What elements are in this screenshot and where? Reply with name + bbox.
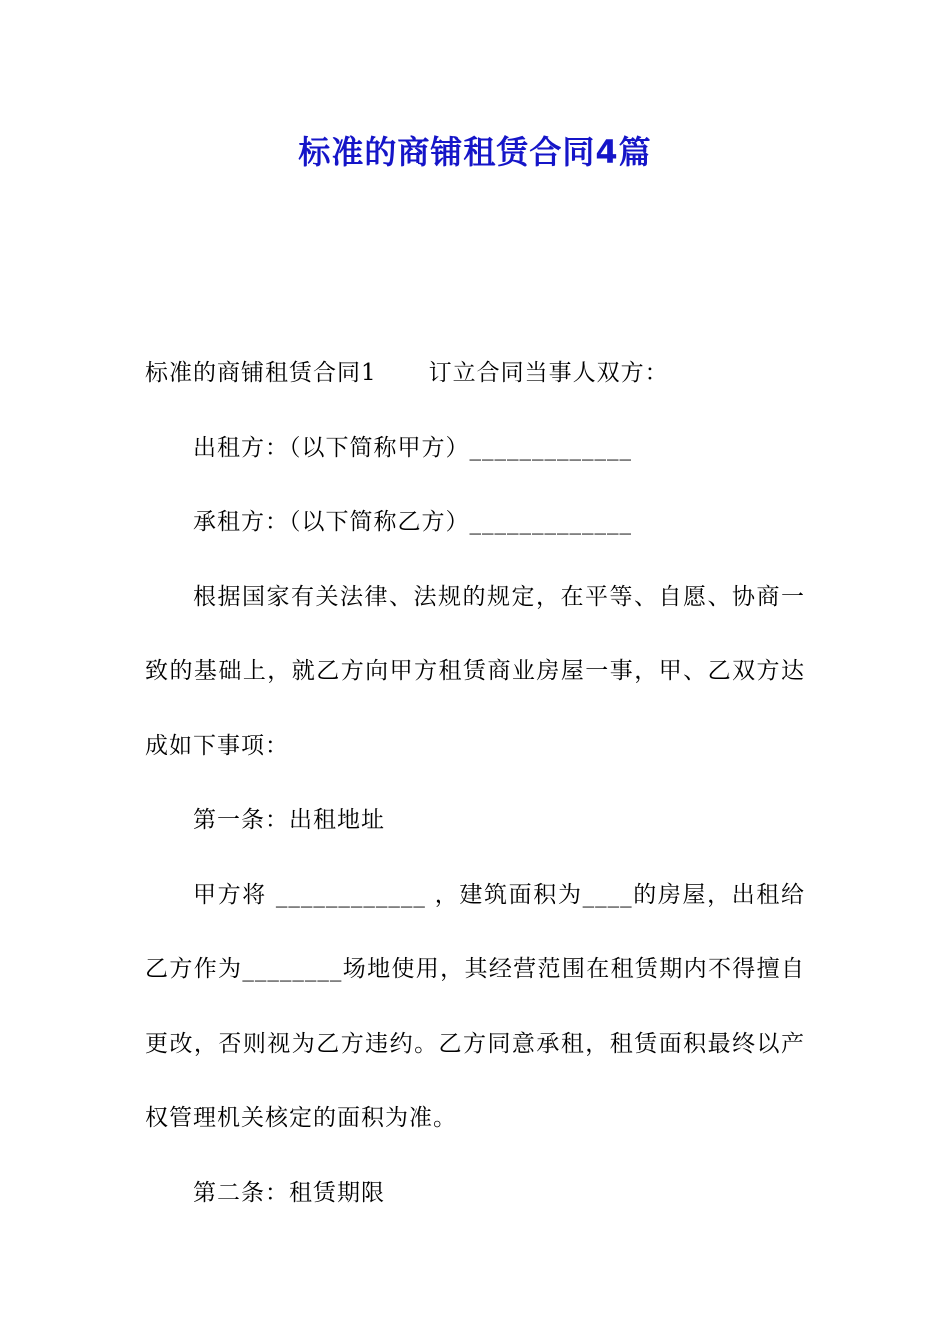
article1-line-4: 权管理机关核定的面积为准。	[145, 1105, 457, 1131]
article1-line-1: 甲方将 ____________ ，建筑面积为____的房屋，出租给	[193, 881, 805, 908]
article1-line-3: 更改，否则视为乙方违约。乙方同意承租，租赁面积最终以产	[145, 1030, 805, 1057]
contract-heading-line	[145, 336, 805, 411]
lessor-line: 出租方：（以下简称甲方）_____________	[193, 434, 632, 461]
article2-heading: 第二条：租赁期限	[193, 1179, 385, 1206]
preamble-line-3: 成如下事项：	[145, 732, 289, 759]
parties-intro: 订立合同当事人双方：	[428, 360, 669, 386]
article1-line-2: 乙方作为________场地使用，其经营范围在租赁期内不得擅自	[145, 956, 805, 982]
preamble-line-1: 根据国家有关法律、法规的规定，在平等、自愿、协商一	[193, 583, 805, 610]
preamble-line-2: 致的基础上，就乙方向甲方租赁商业房屋一事，甲、乙双方达	[145, 658, 805, 684]
lessee-line: 承租方：（以下简称乙方）_____________	[193, 509, 632, 535]
contract-body	[145, 336, 805, 1230]
contract-label: 标准的商铺租赁合同1	[145, 360, 377, 386]
article1-heading: 第一条：出租地址	[193, 807, 385, 833]
document-title: 标准的商铺租赁合同4篇	[298, 133, 652, 171]
